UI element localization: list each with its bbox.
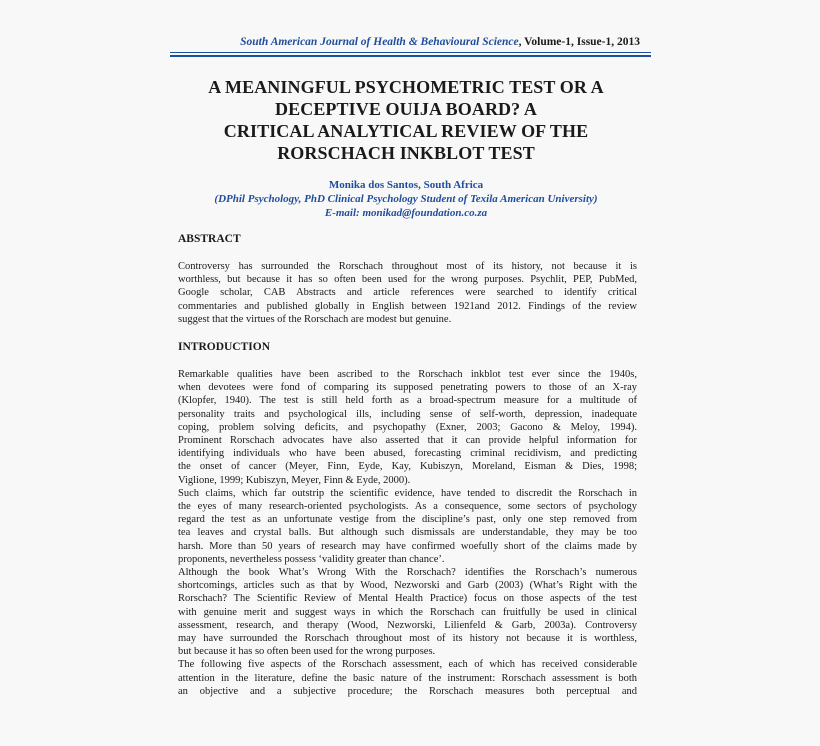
paper-title (150, 76, 662, 164)
intro-line: may have surrounded the Rorschach throughout most of its history not because it is worthless, (178, 633, 637, 645)
intro-line: regard the test as an unfortunate vestige from the discipline’s past, only one step removed from (178, 514, 637, 526)
journal-name: South American Journal of Health & Behavioural Science (240, 36, 519, 48)
abstract-line: Google scholar, CAB Abstracts and article references were searched to identify critical (178, 287, 637, 299)
introduction-heading: INTRODUCTION (178, 341, 271, 353)
intro-line: harsh. More than 50 years of research may have confirmed woefully short of the claims made by (178, 540, 637, 552)
introduction-text (178, 368, 637, 698)
title-line: A MEANINGFUL PSYCHOMETRIC TEST OR A (208, 77, 604, 97)
intro-line: (Klopfer, 1940). The test is still held forth as a broad-spectrum measure for a multitude of (178, 395, 637, 407)
intro-line: the eyes of many research-oriented psychologists. As a consequence, some sectors of psychology (178, 501, 637, 513)
intro-line: with genuine merit and suggest ways in which the Rorschach can fruitfully be used in clinical (178, 606, 637, 618)
author-email: E-mail: monikad@foundation.co.za (324, 207, 488, 219)
intro-line: Such claims, which far outstrip the scientific evidence, have tended to discredit the Rorschach in (178, 487, 637, 499)
intro-line: the onset of cancer (Meyer, Finn, Eyde, Kay, Kubiszyn, Moreland, Eisman & Dies, 1998; (178, 461, 637, 473)
intro-line: shortcomings, articles such as that by Wood, Nezworski and Garb (2003) (What’s Right with the (178, 580, 637, 592)
intro-line: when devotees were fond of comparing its supposed penetrating powers to those of an X-ray (178, 382, 637, 394)
abstract-heading: ABSTRACT (178, 233, 241, 245)
intro-line: Rorschach? The Scientific Review of Mental Health Practice) focus on those aspects of the test (178, 593, 637, 605)
abstract-line: worthless, but because it has so often been used for the wrong purposes. Psychlit, PEP, PubMed, (178, 274, 637, 286)
abstract-line: Controversy has surrounded the Rorschach throughout most of its history, not because it is (178, 261, 637, 272)
author-affiliation: (DPhil Psychology, PhD Clinical Psychology Student of Texila American University) (214, 193, 598, 205)
abstract-line: commentaries and published globally in English between 1921and 2012. Findings of the review (178, 300, 637, 312)
header-rule-thick (170, 55, 651, 57)
title-line: CRITICAL ANALYTICAL REVIEW OF THE (223, 121, 589, 141)
intro-line: Viglione, 1999; Kubiszyn, Meyer, Finn & Eyde, 2000). (178, 474, 411, 486)
intro-line: proponents, nevertheless possess ‘validity greater than chance’. (178, 553, 445, 565)
intro-line: Remarkable qualities have been ascribed to the Rorschach inkblot test ever since the 1940s, (178, 369, 637, 380)
running-header (170, 36, 640, 48)
abstract-text (178, 260, 637, 326)
author-block (150, 178, 662, 220)
title-line: DECEPTIVE OUIJA BOARD? A (275, 99, 537, 119)
intro-line: personality traits and psychological ills, including sense of self-worth, depression, inadequate (178, 408, 637, 420)
intro-line: Prominent Rorschach advocates have also asserted that it can provide helpful information for (178, 435, 637, 447)
intro-line: assessment, research, and therapy (Wood, Nezworski, Lilienfeld & Garb, 2003a). Controversy (178, 619, 637, 631)
author-name: Monika dos Santos, South Africa (328, 179, 484, 191)
title-line: RORSCHACH INKBLOT TEST (277, 143, 535, 163)
abstract-line: suggest that the virtues of the Rorschach are modest but genuine. (178, 313, 452, 325)
intro-line: but because it has so often been used for the wrong purposes. (178, 646, 436, 658)
intro-line: Although the book What’s Wrong With the Rorschach? identifies the Rorschach’s numerous (178, 567, 637, 579)
intro-line: attention in the literature, define the basic nature of the instrument: Rorschach assessment is both (178, 672, 637, 684)
intro-line: The following five aspects of the Rorschach assessment, each of which has received considerable (178, 659, 637, 671)
intro-line: coping, problem solving deficits, and psychopathy (Exner, 2003; Gacono & Meloy, 1994). (178, 421, 637, 433)
journal-volume: , Volume-1, Issue-1, 2013 (518, 36, 640, 48)
header-rule-thin (170, 52, 651, 53)
intro-line: tea leaves and crystal balls. But although such dismissals are understandable, they may be too (178, 527, 637, 539)
intro-line: an objective and a subjective procedure; the Rorschach measures both perceptual and (178, 685, 637, 697)
intro-line: identifying individuals who have been abused, forecasting criminal recidivism, and predicting (178, 448, 637, 460)
